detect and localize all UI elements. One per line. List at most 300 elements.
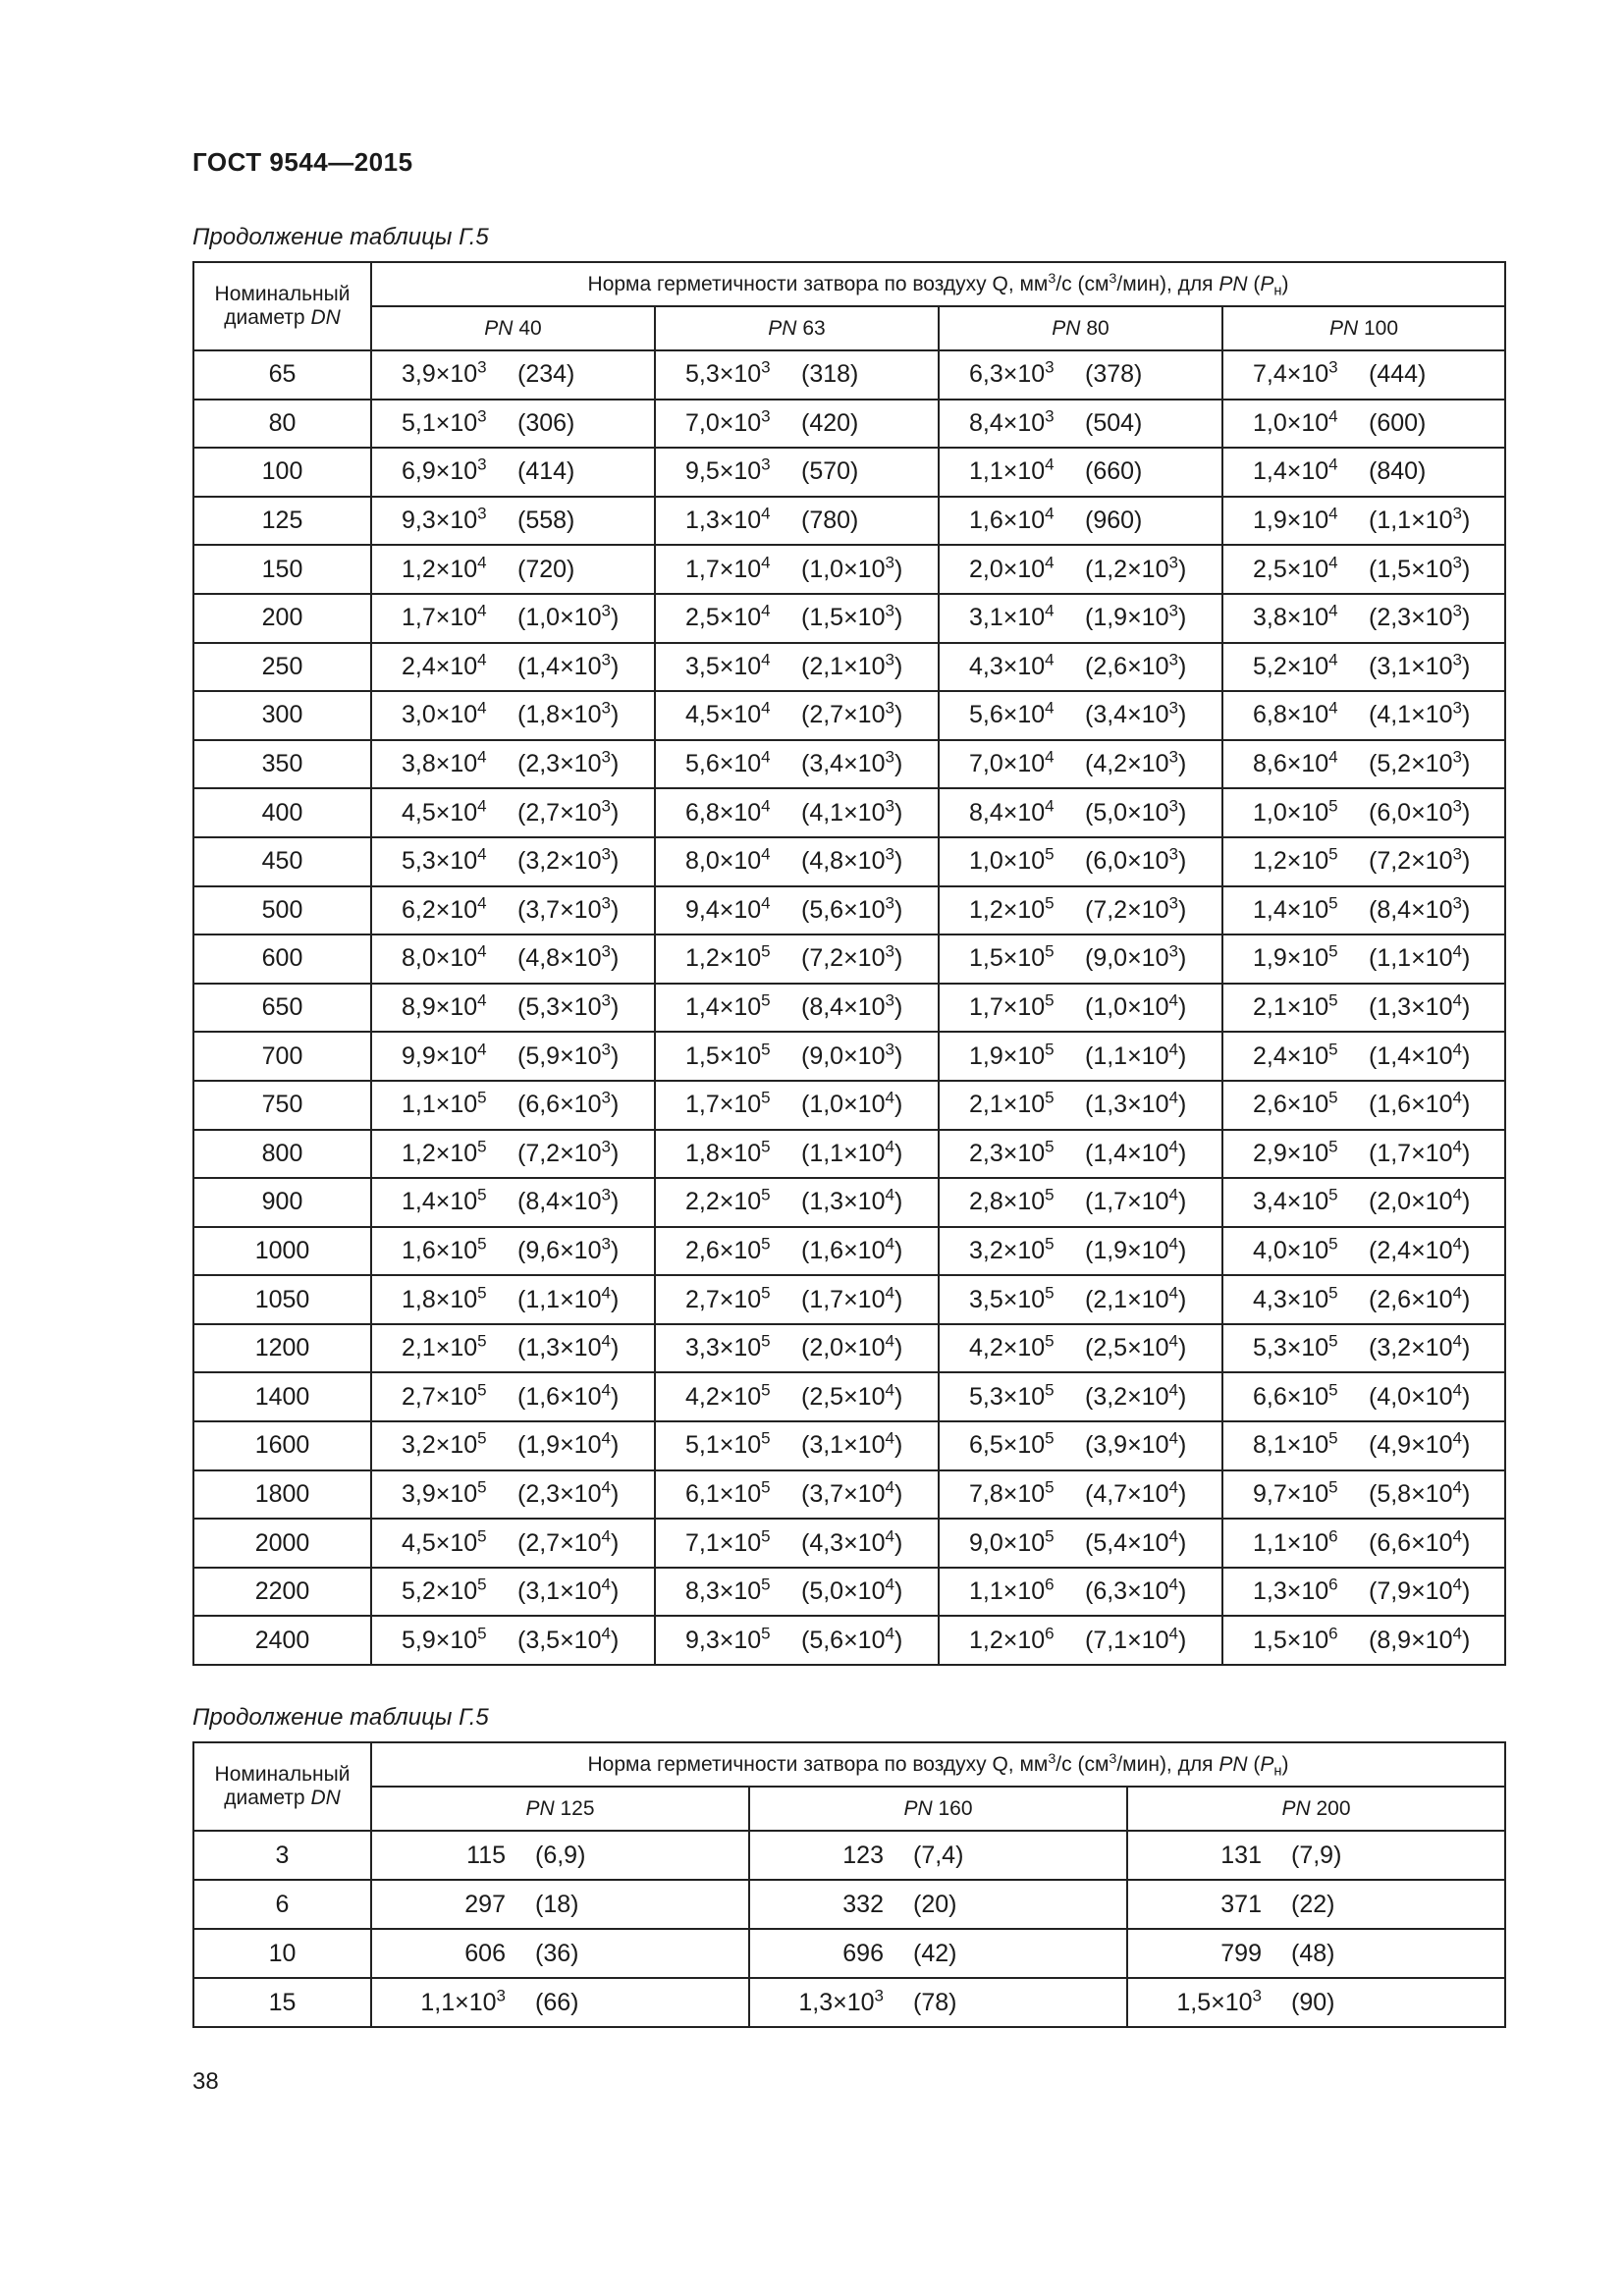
- rate-cm3-per-min: $(3,9\times 10^4)$: [1085, 1429, 1187, 1460]
- rate-cm3-per-min: $(5,6\times 10^3)$: [801, 893, 903, 924]
- rate-cm3-per-min: $(4,3\times 10^4)$: [801, 1526, 903, 1557]
- rate-mm3-per-s: $2,9\times 10^5$: [1253, 1137, 1338, 1167]
- rate-cm3-per-min: $(2,3\times 10^3)$: [517, 747, 620, 778]
- rate-mm3-per-s: $1,4\times 10^5$: [1253, 893, 1338, 924]
- leakage-value-cell: [939, 1178, 1222, 1227]
- rate-mm3-per-s: $1,0\times 10^5$: [1253, 796, 1338, 827]
- rate-mm3-per-s: $3,3\times 10^5$: [685, 1331, 771, 1362]
- table-row: [193, 1568, 1505, 1617]
- rate-cm3-per-min: $(1,6\times 10^4)$: [801, 1234, 903, 1264]
- rate-cm3-per-min: (318): [801, 360, 859, 389]
- rate-mm3-per-s: $4,5\times 10^5$: [402, 1526, 487, 1557]
- leakage-value-cell: [655, 788, 939, 837]
- rate-mm3-per-s: $5,3\times 10^4$: [402, 844, 487, 876]
- leakage-value-cell: [371, 1831, 749, 1880]
- leakage-value-cell: [655, 1519, 939, 1568]
- rate-mm3-per-s: 131: [1220, 1841, 1262, 1869]
- page-number: 38: [192, 2068, 219, 2095]
- table-row: [193, 934, 1505, 984]
- rate-mm3-per-s: $2,6\times 10^5$: [1253, 1088, 1338, 1119]
- rate-mm3-per-s: $3,2\times 10^5$: [969, 1234, 1055, 1264]
- table-row: [193, 1831, 1505, 1880]
- leakage-value-cell: [371, 1880, 749, 1929]
- leakage-value-cell: [939, 1130, 1222, 1179]
- rate-cm3-per-min: $(6,6\times 10^4)$: [1369, 1526, 1471, 1557]
- table-row: [193, 1470, 1505, 1520]
- rate-cm3-per-min: $(1,1\times 10^4)$: [1369, 942, 1471, 973]
- dn-cell: 10: [193, 1929, 371, 1978]
- rate-cm3-per-min: (600): [1369, 408, 1427, 437]
- dn-cell: 1800: [193, 1470, 371, 1520]
- leakage-value-cell: [749, 1978, 1127, 2027]
- rate-mm3-per-s: $4,2\times 10^5$: [969, 1331, 1055, 1362]
- rate-mm3-per-s: $1,4\times 10^5$: [685, 990, 771, 1022]
- rate-cm3-per-min: (558): [517, 507, 575, 535]
- dn-cell: 100: [193, 448, 371, 497]
- rate-mm3-per-s: $1,8\times 10^5$: [685, 1137, 771, 1167]
- dn-cell: 2400: [193, 1616, 371, 1665]
- rate-cm3-per-min: (960): [1085, 507, 1143, 535]
- leakage-value-cell: [371, 1130, 655, 1179]
- rate-cm3-per-min: $(8,9\times 10^4)$: [1369, 1624, 1471, 1654]
- leakage-value-cell: [655, 1275, 939, 1324]
- rate-mm3-per-s: 332: [842, 1890, 884, 1918]
- leakage-value-cell: [1222, 1568, 1505, 1617]
- leakage-value-cell: [939, 400, 1222, 449]
- rate-cm3-per-min: $(3,7\times 10^3)$: [517, 893, 620, 924]
- rate-mm3-per-s: $3,5\times 10^5$: [969, 1283, 1055, 1313]
- leakage-value-cell: [939, 1421, 1222, 1470]
- dn-cell: 300: [193, 691, 371, 740]
- leakage-value-cell: [1222, 497, 1505, 546]
- rate-cm3-per-min: $(1,0\times 10^3)$: [801, 553, 903, 583]
- rate-cm3-per-min: $(2,4\times 10^4)$: [1369, 1234, 1471, 1264]
- rate-mm3-per-s: $8,3\times 10^5$: [685, 1575, 771, 1606]
- rate-cm3-per-min: $(3,4\times 10^3)$: [1085, 699, 1187, 729]
- rate-mm3-per-s: $5,1\times 10^5$: [685, 1429, 771, 1460]
- rate-mm3-per-s: $1,2\times 10^4$: [402, 553, 487, 583]
- rate-mm3-per-s: $5,6\times 10^4$: [969, 699, 1055, 729]
- rate-cm3-per-min: (20): [913, 1890, 957, 1918]
- rate-mm3-per-s: $4,2\times 10^5$: [685, 1380, 771, 1411]
- leakage-value-cell: [939, 1324, 1222, 1373]
- dn-cell: 250: [193, 643, 371, 692]
- leakage-value-cell: [1222, 545, 1505, 594]
- table-row: [193, 497, 1505, 546]
- table-row: [193, 1880, 1505, 1929]
- rate-cm3-per-min: $(2,7\times 10^4)$: [517, 1526, 620, 1557]
- rate-cm3-per-min: $(2,5\times 10^4)$: [1085, 1331, 1187, 1362]
- leakage-value-cell: [371, 350, 655, 400]
- rate-mm3-per-s: $8,0\times 10^4$: [685, 844, 771, 876]
- leakage-value-cell: [655, 594, 939, 643]
- rate-mm3-per-s: $1,7\times 10^4$: [685, 553, 771, 583]
- table1-caption: Продолжение таблицы Г.5: [192, 224, 489, 250]
- rate-mm3-per-s: $5,1\times 10^3$: [402, 406, 487, 437]
- rate-cm3-per-min: $(2,1\times 10^3)$: [801, 650, 903, 680]
- rate-cm3-per-min: $(5,4\times 10^4)$: [1085, 1526, 1187, 1557]
- rate-mm3-per-s: $1,6\times 10^5$: [402, 1234, 487, 1264]
- leakage-value-cell: [1127, 1880, 1505, 1929]
- dn-cell: 700: [193, 1032, 371, 1081]
- rate-mm3-per-s: $9,7\times 10^5$: [1253, 1477, 1338, 1508]
- rate-cm3-per-min: $(4,9\times 10^4)$: [1369, 1429, 1471, 1460]
- leakage-value-cell: [1127, 1929, 1505, 1978]
- rate-cm3-per-min: $(5,0\times 10^3)$: [1085, 796, 1187, 827]
- table-row: [193, 1081, 1505, 1130]
- rate-cm3-per-min: $(9,6\times 10^3)$: [517, 1234, 620, 1264]
- leakage-value-cell: [655, 934, 939, 984]
- leakage-value-cell: [371, 497, 655, 546]
- leakage-value-cell: [371, 691, 655, 740]
- dn-cell: 6: [193, 1880, 371, 1929]
- rate-cm3-per-min: $(1,2\times 10^3)$: [1085, 553, 1187, 583]
- rate-mm3-per-s: $8,4\times 10^4$: [969, 796, 1055, 827]
- table-row: [193, 594, 1505, 643]
- rate-cm3-per-min: $(4,8\times 10^3)$: [801, 844, 903, 876]
- leakage-value-cell: [371, 1568, 655, 1617]
- rate-cm3-per-min: $(1,1\times 10^4)$: [801, 1137, 903, 1167]
- rate-cm3-per-min: $(6,0\times 10^3)$: [1369, 796, 1471, 827]
- leakage-value-cell: [655, 1227, 939, 1276]
- leakage-value-cell: [371, 643, 655, 692]
- leakage-value-cell: [939, 497, 1222, 546]
- dn-cell: 200: [193, 594, 371, 643]
- dn-cell: 3: [193, 1831, 371, 1880]
- rate-cm3-per-min: $(4,7\times 10^4)$: [1085, 1477, 1187, 1508]
- rate-cm3-per-min: (414): [517, 457, 575, 486]
- rate-mm3-per-s: $1,5\times 10^5$: [685, 1040, 771, 1070]
- dn-cell: 2200: [193, 1568, 371, 1617]
- rate-cm3-per-min: $(1,7\times 10^4)$: [1085, 1186, 1187, 1216]
- rate-mm3-per-s: $2,7\times 10^5$: [402, 1380, 487, 1411]
- rate-cm3-per-min: $(1,1\times 10^4)$: [517, 1283, 620, 1313]
- rate-mm3-per-s: $1,7\times 10^4$: [402, 601, 487, 632]
- leakage-value-cell: [1222, 1519, 1505, 1568]
- table-row: [193, 1372, 1505, 1421]
- leakage-value-cell: [655, 740, 939, 789]
- leakage-value-cell: [371, 1929, 749, 1978]
- leakage-value-cell: [655, 886, 939, 935]
- leakage-value-cell: [655, 1178, 939, 1227]
- rate-mm3-per-s: $8,1\times 10^5$: [1253, 1429, 1338, 1460]
- rate-cm3-per-min: $(1,1\times 10^4)$: [1085, 1040, 1187, 1070]
- leakage-value-cell: [1222, 1032, 1505, 1081]
- rate-cm3-per-min: $(2,3\times 10^3)$: [1369, 601, 1471, 632]
- table-row: [193, 1178, 1505, 1227]
- rate-mm3-per-s: $6,2\times 10^4$: [402, 893, 487, 924]
- rate-mm3-per-s: $9,9\times 10^4$: [402, 1040, 487, 1070]
- leakage-value-cell: [1127, 1978, 1505, 2027]
- leakage-value-cell: [371, 1372, 655, 1421]
- leakage-value-cell: [939, 1519, 1222, 1568]
- table-row: [193, 448, 1505, 497]
- leakage-value-cell: [1222, 886, 1505, 935]
- table-row: [193, 1130, 1505, 1179]
- rate-mm3-per-s: $2,1\times 10^5$: [969, 1088, 1055, 1119]
- leakage-value-cell: [655, 497, 939, 546]
- rate-mm3-per-s: $3,2\times 10^5$: [402, 1429, 487, 1460]
- rate-cm3-per-min: $(4,1\times 10^3)$: [801, 796, 903, 827]
- leakage-value-cell: [371, 448, 655, 497]
- leakage-value-cell: [655, 448, 939, 497]
- table-row: [193, 1519, 1505, 1568]
- table-row: [193, 984, 1505, 1033]
- rate-cm3-per-min: (660): [1085, 457, 1143, 486]
- rate-cm3-per-min: $(1,3\times 10^4)$: [1085, 1088, 1187, 1119]
- rate-cm3-per-min: $(7,2\times 10^3)$: [1085, 893, 1187, 924]
- leakage-value-cell: [1222, 740, 1505, 789]
- leakage-value-cell: [939, 886, 1222, 935]
- rate-cm3-per-min: $(4,1\times 10^3)$: [1369, 699, 1471, 729]
- rate-mm3-per-s: $4,3\times 10^5$: [1253, 1283, 1338, 1313]
- rate-mm3-per-s: $1,3\times 10^6$: [1253, 1575, 1338, 1606]
- leakage-value-cell: [749, 1880, 1127, 1929]
- rate-mm3-per-s: $1,5\times 10^6$: [1253, 1624, 1338, 1654]
- rate-mm3-per-s: $5,2\times 10^5$: [402, 1575, 487, 1606]
- dn-cell: 600: [193, 934, 371, 984]
- pn-column-header: PN 200: [1127, 1787, 1505, 1831]
- pn-column-header: PN 160: [749, 1787, 1127, 1831]
- rate-mm3-per-s: $5,9\times 10^5$: [402, 1624, 487, 1654]
- leakage-value-cell: [1222, 1470, 1505, 1520]
- rate-cm3-per-min: (7,9): [1291, 1841, 1342, 1869]
- leakage-value-cell: [939, 788, 1222, 837]
- table-row: [193, 1421, 1505, 1470]
- rate-cm3-per-min: (36): [535, 1939, 579, 1967]
- leakage-table-pn40-100: [192, 261, 1506, 1666]
- rate-cm3-per-min: $(7,2\times 10^3)$: [1369, 844, 1471, 876]
- rate-cm3-per-min: (378): [1085, 360, 1143, 389]
- rate-cm3-per-min: $(6,0\times 10^3)$: [1085, 844, 1187, 876]
- leakage-value-cell: [371, 1519, 655, 1568]
- leakage-value-cell: [1222, 934, 1505, 984]
- rate-mm3-per-s: $8,9\times 10^4$: [402, 990, 487, 1022]
- rate-mm3-per-s: 696: [842, 1939, 884, 1967]
- rate-mm3-per-s: $4,5\times 10^4$: [402, 796, 487, 827]
- rate-cm3-per-min: (90): [1291, 1988, 1335, 2016]
- leakage-value-cell: [371, 545, 655, 594]
- rate-mm3-per-s: $2,5\times 10^4$: [1253, 553, 1338, 583]
- table-row: [193, 1324, 1505, 1373]
- dn-cell: 80: [193, 400, 371, 449]
- rate-cm3-per-min: $(5,6\times 10^4)$: [801, 1624, 903, 1654]
- leakage-value-cell: [1222, 691, 1505, 740]
- leakage-value-cell: [655, 984, 939, 1033]
- table-row: [193, 1929, 1505, 1978]
- rate-mm3-per-s: $6,6\times 10^5$: [1253, 1380, 1338, 1411]
- dn-cell: 125: [193, 497, 371, 546]
- leakage-value-cell: [371, 886, 655, 935]
- leakage-value-cell: [939, 691, 1222, 740]
- table-row: [193, 1032, 1505, 1081]
- table-row: [193, 740, 1505, 789]
- leakage-value-cell: [371, 1178, 655, 1227]
- rate-mm3-per-s: $7,0\times 10^3$: [685, 406, 771, 437]
- leakage-value-cell: [939, 545, 1222, 594]
- leakage-value-cell: [371, 837, 655, 886]
- table-row: [193, 886, 1505, 935]
- rate-mm3-per-s: $1,3\times 10^4$: [685, 504, 771, 535]
- dn-cell: 1050: [193, 1275, 371, 1324]
- rate-cm3-per-min: (840): [1369, 457, 1427, 486]
- table-row: [193, 1275, 1505, 1324]
- dn-cell: 350: [193, 740, 371, 789]
- rate-mm3-per-s: $1,1\times 10^4$: [969, 455, 1055, 486]
- rate-mm3-per-s: $5,3\times 10^5$: [969, 1380, 1055, 1411]
- rate-cm3-per-min: $(1,3\times 10^4)$: [517, 1331, 620, 1362]
- rate-mm3-per-s: $6,9\times 10^3$: [402, 455, 487, 486]
- rate-mm3-per-s: $3,1\times 10^4$: [969, 601, 1055, 632]
- rate-cm3-per-min: $(9,0\times 10^3)$: [1085, 942, 1187, 973]
- rate-cm3-per-min: (6,9): [535, 1841, 586, 1869]
- rate-cm3-per-min: $(3,1\times 10^4)$: [517, 1575, 620, 1606]
- rate-mm3-per-s: $1,1\times 10^5$: [402, 1088, 487, 1119]
- leakage-value-cell: [939, 1470, 1222, 1520]
- rate-cm3-per-min: $(3,1\times 10^3)$: [1369, 650, 1471, 680]
- rate-cm3-per-min: $(2,6\times 10^4)$: [1369, 1283, 1471, 1313]
- rate-cm3-per-min: $(6,6\times 10^3)$: [517, 1088, 620, 1119]
- rate-cm3-per-min: $(1,9\times 10^4)$: [517, 1429, 620, 1460]
- dn-cell: 150: [193, 545, 371, 594]
- rate-mm3-per-s: $3,0\times 10^4$: [402, 699, 487, 729]
- leakage-value-cell: [939, 837, 1222, 886]
- rate-cm3-per-min: $(3,4\times 10^3)$: [801, 747, 903, 778]
- rate-cm3-per-min: $(3,5\times 10^4)$: [517, 1624, 620, 1654]
- table-row: [193, 643, 1505, 692]
- rate-cm3-per-min: $(3,1\times 10^4)$: [801, 1429, 903, 1460]
- table-row: [193, 837, 1505, 886]
- leakage-value-cell: [1222, 1616, 1505, 1665]
- rate-mm3-per-s: $1,7\times 10^5$: [969, 990, 1055, 1022]
- leakage-value-cell: [939, 448, 1222, 497]
- pn-column-header: PN 40: [371, 306, 655, 350]
- leakage-value-cell: [655, 1470, 939, 1520]
- rate-cm3-per-min: $(1,7\times 10^4)$: [1369, 1137, 1471, 1167]
- rate-mm3-per-s: $1,6\times 10^4$: [969, 504, 1055, 535]
- pn-column-header: PN 100: [1222, 306, 1505, 350]
- leakage-value-cell: [1222, 788, 1505, 837]
- leakage-value-cell: [939, 1275, 1222, 1324]
- rate-cm3-per-min: $(1,5\times 10^3)$: [801, 601, 903, 632]
- leakage-value-cell: [1127, 1831, 1505, 1880]
- leakage-value-cell: [371, 1227, 655, 1276]
- table-row: [193, 691, 1505, 740]
- rate-mm3-per-s: $2,8\times 10^5$: [969, 1186, 1055, 1216]
- rate-cm3-per-min: $(1,4\times 10^4)$: [1085, 1137, 1187, 1167]
- leakage-value-cell: [655, 1324, 939, 1373]
- rate-cm3-per-min: $(1,4\times 10^3)$: [517, 650, 620, 680]
- rate-mm3-per-s: $1,2\times 10^5$: [402, 1137, 487, 1167]
- rate-mm3-per-s: $2,2\times 10^5$: [685, 1186, 771, 1216]
- rate-mm3-per-s: $6,8\times 10^4$: [1253, 699, 1338, 729]
- rate-cm3-per-min: $(5,2\times 10^3)$: [1369, 747, 1471, 778]
- leakage-value-cell: [655, 1421, 939, 1470]
- pn-column-header: PN 63: [655, 306, 939, 350]
- leakage-value-cell: [1222, 643, 1505, 692]
- rate-mm3-per-s: $5,3\times 10^5$: [1253, 1331, 1338, 1362]
- rate-mm3-per-s: $2,4\times 10^5$: [1253, 1040, 1338, 1070]
- rate-mm3-per-s: $5,6\times 10^4$: [685, 747, 771, 778]
- rate-mm3-per-s: 115: [466, 1841, 506, 1869]
- rate-mm3-per-s: 123: [842, 1841, 884, 1869]
- rate-cm3-per-min: $(7,1\times 10^4)$: [1085, 1624, 1187, 1654]
- rate-mm3-per-s: $5,3\times 10^3$: [685, 357, 771, 389]
- rate-cm3-per-min: $(6,3\times 10^4)$: [1085, 1575, 1187, 1606]
- leakage-value-cell: [1222, 1275, 1505, 1324]
- leakage-value-cell: [655, 1372, 939, 1421]
- rate-mm3-per-s: $4,5\times 10^4$: [685, 699, 771, 729]
- leakage-value-cell: [655, 1081, 939, 1130]
- dn-cell: 900: [193, 1178, 371, 1227]
- rate-cm3-per-min: $(1,6\times 10^4)$: [1369, 1088, 1471, 1119]
- rate-mm3-per-s: $1,4\times 10^5$: [402, 1186, 487, 1216]
- rate-mm3-per-s: $6,5\times 10^5$: [969, 1429, 1055, 1460]
- rate-mm3-per-s: $3,4\times 10^5$: [1253, 1186, 1338, 1216]
- rate-cm3-per-min: $(3,2\times 10^4)$: [1085, 1380, 1187, 1411]
- rate-mm3-per-s: 297: [464, 1890, 506, 1918]
- rate-mm3-per-s: $1,5\times 10^5$: [969, 942, 1055, 973]
- dn-cell: 2000: [193, 1519, 371, 1568]
- rate-cm3-per-min: $(3,7\times 10^4)$: [801, 1477, 903, 1508]
- rate-cm3-per-min: (18): [535, 1890, 579, 1918]
- pn-column-header: PN 125: [371, 1787, 749, 1831]
- dn-cell: 1600: [193, 1421, 371, 1470]
- rate-cm3-per-min: $(1,9\times 10^4)$: [1085, 1234, 1187, 1264]
- rate-mm3-per-s: $2,1\times 10^5$: [1253, 990, 1338, 1022]
- rate-cm3-per-min: (78): [913, 1988, 957, 2016]
- leakage-value-cell: [371, 1032, 655, 1081]
- rate-cm3-per-min: $(5,0\times 10^4)$: [801, 1575, 903, 1606]
- rate-cm3-per-min: (66): [535, 1988, 579, 2016]
- rate-cm3-per-min: $(2,6\times 10^3)$: [1085, 650, 1187, 680]
- rate-mm3-per-s: $1,7\times 10^5$: [685, 1088, 771, 1119]
- leakage-value-cell: [371, 934, 655, 984]
- rate-mm3-per-s: $1,9\times 10^5$: [969, 1040, 1055, 1070]
- leakage-value-cell: [1222, 400, 1505, 449]
- rate-cm3-per-min: $(1,7\times 10^4)$: [801, 1283, 903, 1313]
- dn-cell: 1400: [193, 1372, 371, 1421]
- leakage-value-cell: [749, 1831, 1127, 1880]
- leakage-value-cell: [939, 1372, 1222, 1421]
- rate-mm3-per-s: $1,4\times 10^4$: [1253, 455, 1338, 486]
- leakage-value-cell: [1222, 1372, 1505, 1421]
- rate-mm3-per-s: $2,6\times 10^5$: [685, 1234, 771, 1264]
- leakage-value-cell: [655, 1568, 939, 1617]
- rate-cm3-per-min: (420): [801, 408, 859, 437]
- rate-mm3-per-s: $2,1\times 10^5$: [402, 1331, 487, 1362]
- rate-mm3-per-s: $6,1\times 10^5$: [685, 1477, 771, 1508]
- rate-mm3-per-s: $2,5\times 10^4$: [685, 601, 771, 632]
- leakage-value-cell: [655, 691, 939, 740]
- rate-cm3-per-min: (570): [801, 457, 859, 486]
- table-row: [193, 1227, 1505, 1276]
- dn-cell: 1200: [193, 1324, 371, 1373]
- rate-cm3-per-min: $(1,0\times 10^4)$: [801, 1088, 903, 1119]
- rate-mm3-per-s: $1,9\times 10^4$: [1253, 504, 1338, 535]
- leakage-value-cell: [371, 788, 655, 837]
- rate-cm3-per-min: $(1,3\times 10^4)$: [1369, 990, 1471, 1022]
- rate-cm3-per-min: $(2,7\times 10^3)$: [801, 699, 903, 729]
- group-header: Норма герметичности затвора по воздуху Q, $мм^3/с$ $(см^3/мин)$, для PN $(P_н)$: [371, 1742, 1505, 1787]
- rate-mm3-per-s: $3,5\times 10^4$: [685, 650, 771, 680]
- table-row: [193, 1616, 1505, 1665]
- rate-cm3-per-min: $(2,5\times 10^4)$: [801, 1380, 903, 1411]
- table-row: [193, 400, 1505, 449]
- rate-mm3-per-s: $2,3\times 10^5$: [969, 1137, 1055, 1167]
- leakage-value-cell: [939, 740, 1222, 789]
- rate-mm3-per-s: $2,0\times 10^4$: [969, 553, 1055, 583]
